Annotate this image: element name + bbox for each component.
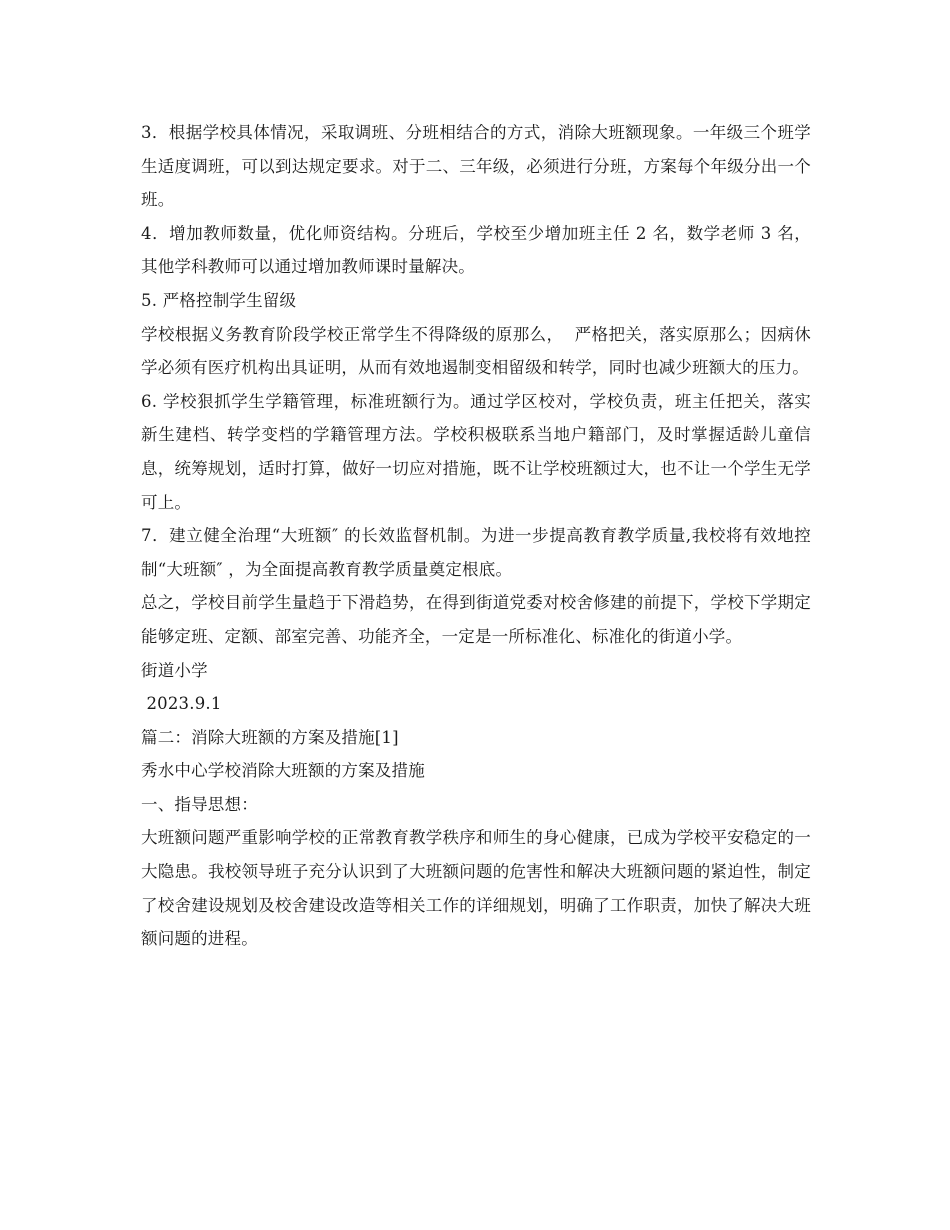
- document-body: [141, 116, 811, 956]
- paragraph-measure-6: 6. 学校狠抓学生学籍管理，标准班额行为。通过学区校对，学校负责，班主任把关，落实新生建档、转学变档的学籍管理方法。学校积极联系当地户籍部门，及时掌握适龄儿童信息，统筹规划，适时打算，做好一切应对措施，既不让学校班额过大，也不让一个学生无学可上。: [141, 391, 811, 512]
- paragraph-measure-7: 7．建立健全治理“大班额″ 的长效监督机制。为进一步提高教育教学质量,我校将有效地控制“大班额″ ，为全面提高教育教学质量奠定根底。: [141, 526, 811, 579]
- paragraph-conclusion: 总之，学校目前学生量趋于下滑趋势，在得到街道党委对校舍修建的前提下，学校下学期定能够定班、定额、部室完善、功能齐全，一定是一所标准化、标准化的街道小学。: [141, 593, 811, 646]
- signature-date: 2023.9.1: [141, 694, 222, 714]
- document-subtitle: 秀水中心学校消除大班额的方案及措施: [141, 761, 425, 781]
- paragraph-measure-3: 3．根据学校具体情况，采取调班、分班相结合的方式，消除大班额现象。一年级三个班学生适度调班，可以到达规定要求。对于二、三年级，必须进行分班，方案每个年级分出一个班。: [141, 123, 811, 210]
- paragraph-measure-4: 4．增加教师数量，优化师资结构。分班后，学校至少增加班主任 2 名，数学老师 3 名，其他学科教师可以通过增加教师课时量解决。: [141, 223, 811, 277]
- section-heading-guiding-thought: 一、指导思想：: [141, 794, 258, 814]
- paragraph-guiding-thought: 大班额问题严重影响学校的正常教育教学秩序和师生的身心健康，已成为学校平安稳定的一大隐患。我校领导班子充分认识到了大班额问题的危害性和解决大班额问题的紧迫性，制定了校舍建设规划及校舍建设改造等相关工作的详细规划，明确了工作职责，加快了解决大班额问题的进程。: [141, 828, 811, 949]
- signature-school: 街道小学: [141, 660, 208, 680]
- section-title-part-two: 篇二：消除大班额的方案及措施[1]: [141, 727, 399, 747]
- paragraph-measure-5-heading: 5. 严格控制学生留级: [141, 290, 297, 310]
- paragraph-measure-5-body: 学校根据义务教育阶段学校正常学生不得降级的原那么， 严格把关，落实原那么；因病休学必须有医疗机构出具证明，从而有效地遏制变相留级和转学，同时也减少班额大的压力。: [141, 324, 811, 378]
